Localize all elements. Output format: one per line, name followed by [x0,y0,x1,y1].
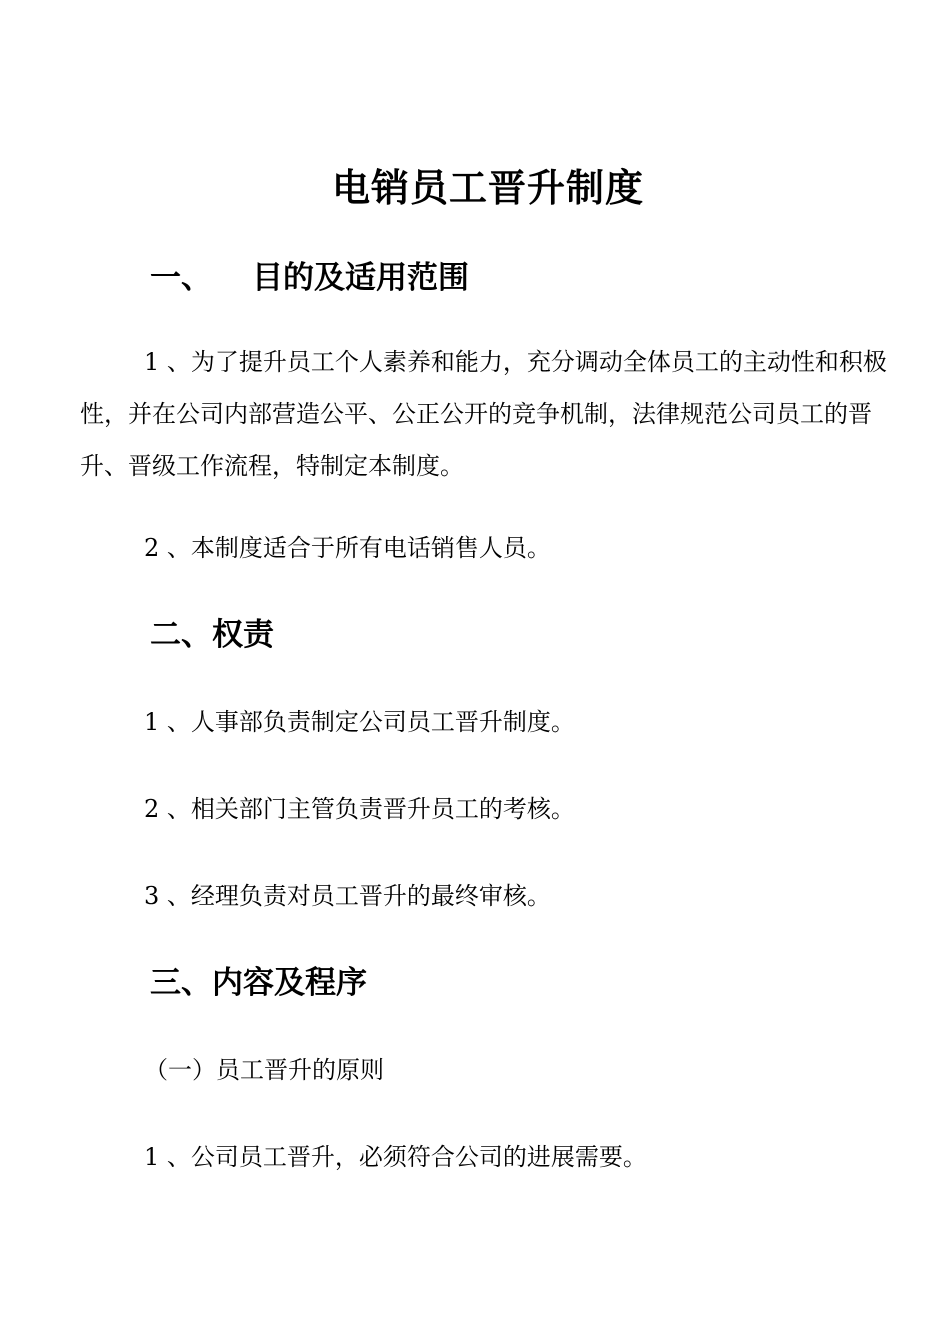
section-3-heading: 三、内容及程序 [150,965,367,1001]
section-1-item-1: 1 、为了提升员工个人素养和能力，充分调动全体员工的主动性和积极性，并在公司内部营造公平、公正公开的竞争机制，法律规范公司员工的晋升、晋级工作流程，特制定本制度。 [80,348,887,480]
section-3-subheading: （一）员工晋升的原则 [144,1056,384,1084]
section-2-item-1: 1 、人事部负责制定公司员工晋升制度。 [144,708,575,736]
section-2-item-2: 2 、相关部门主管负责晋升员工的考核。 [144,795,575,823]
section-1-number: 一、 [150,260,212,296]
section-2-item-3: 3 、经理负责对员工晋升的最终审核。 [144,882,551,910]
document-title: 电销员工晋升制度 [331,166,644,210]
section-2-heading: 二、权责 [150,617,274,653]
section-1-heading [150,256,469,300]
section-3-item-1: 1 、公司员工晋升，必须符合公司的进展需要。 [144,1143,647,1171]
section-1-title: 目的及适用范围 [252,260,469,296]
section-1-item-2: 2 、本制度适合于所有电话销售人员。 [144,534,551,562]
